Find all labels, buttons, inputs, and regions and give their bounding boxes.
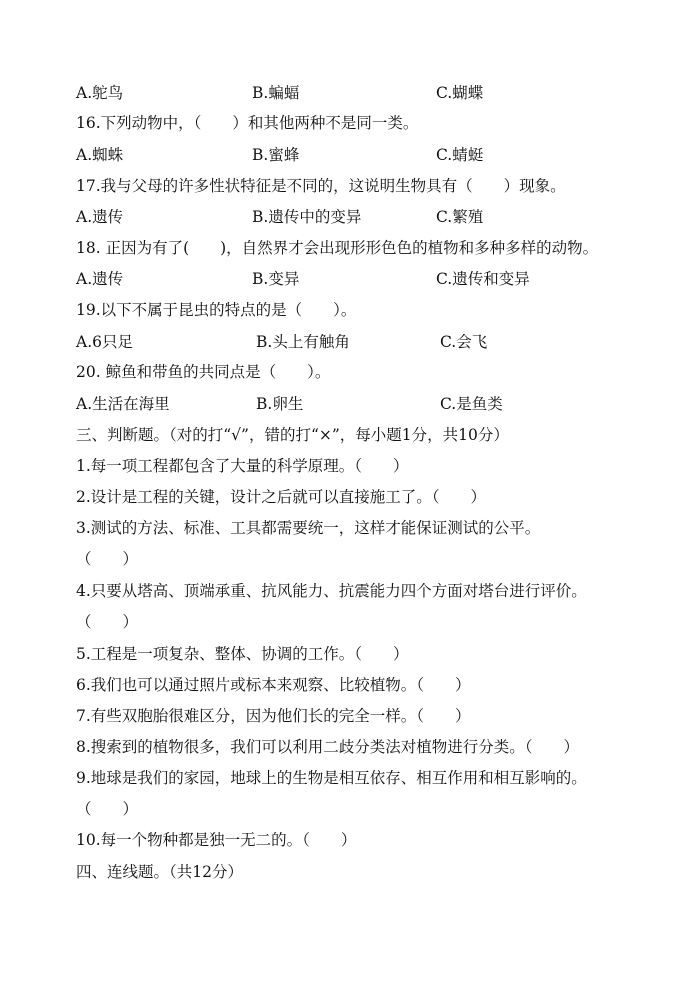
judge-item-5: 5.工程是一项复杂、整体、协调的工作。（ ） — [76, 645, 409, 663]
q20-option-c: C.是鱼类 — [440, 395, 503, 413]
judge-item-3: 3.测试的方法、标准、工具都需要统一，这样才能保证测试的公平。 — [76, 519, 541, 537]
q20-option-a: A.生活在海里 — [76, 395, 170, 413]
judge-item-7: 7.有些双胞胎很难区分，因为他们长的完全一样。（ ） — [76, 707, 471, 725]
judge-item-1: 1.每一项工程都包含了大量的科学原理。（ ） — [76, 457, 409, 475]
q18-stem: 18. 正因为有了( )，自然界才会出现形形色色的植物和多种多样的动物。 — [76, 239, 599, 257]
q18-option-b: B.变异 — [252, 270, 300, 288]
q16-stem: 16.下列动物中，（ ）和其他两种不是同一类。 — [76, 114, 419, 132]
judge-item-8: 8.搜索到的植物很多，我们可以利用二歧分类法对植物进行分类。（ ） — [76, 738, 580, 756]
q17-option-b: B.遗传中的变异 — [252, 208, 362, 226]
q16-option-c: C.蜻蜓 — [436, 146, 484, 164]
judge-item-9-bracket: （ ） — [76, 800, 139, 818]
q15-option-b: B.蝙蝠 — [252, 84, 300, 102]
q18-option-c: C.遗传和变异 — [436, 270, 530, 288]
q19-option-a: A.6只足 — [76, 333, 133, 351]
judge-item-4: 4.只要从塔高、顶端承重、抗风能力、抗震能力四个方面对塔台进行评价。 — [76, 582, 587, 600]
q17-option-a: A.遗传 — [76, 208, 124, 226]
section4-heading: 四、连线题。（共12分） — [76, 863, 243, 881]
judge-item-3-bracket: （ ） — [76, 550, 139, 568]
q20-option-b: B.卵生 — [256, 395, 304, 413]
judge-item-6: 6.我们也可以通过照片或标本来观察、比较植物。（ ） — [76, 676, 471, 694]
judge-item-4-bracket: （ ） — [76, 613, 139, 631]
q19-stem: 19.以下不属于昆虫的特点的是（ ）。 — [76, 301, 357, 319]
q17-option-c: C.繁殖 — [436, 208, 484, 226]
q18-option-a: A.遗传 — [76, 270, 124, 288]
q19-option-c: C.会飞 — [440, 333, 488, 351]
q15-option-c: C.蝴蝶 — [436, 84, 484, 102]
q17-stem: 17.我与父母的许多性状特征是不同的，这说明生物具有（ ）现象。 — [76, 177, 566, 195]
q19-option-b: B.头上有触角 — [256, 333, 350, 351]
section3-heading: 三、判断题。（对的打“√”，错的打“×”，每小题1分，共10分） — [76, 426, 509, 444]
judge-item-9: 9.地球是我们的家园，地球上的生物是相互依存、相互作用和相互影响的。 — [76, 769, 587, 787]
q20-stem: 20. 鲸鱼和带鱼的共同点是（ ）。 — [76, 363, 331, 381]
q15-option-a: A.鸵鸟 — [76, 84, 124, 102]
q16-option-a: A.蜘蛛 — [76, 146, 124, 164]
judge-item-10: 10.每一个物种都是独一无二的。（ ） — [76, 831, 357, 849]
q16-option-b: B.蜜蜂 — [252, 146, 300, 164]
judge-item-2: 2.设计是工程的关键，设计之后就可以直接施工了。（ ） — [76, 488, 487, 506]
